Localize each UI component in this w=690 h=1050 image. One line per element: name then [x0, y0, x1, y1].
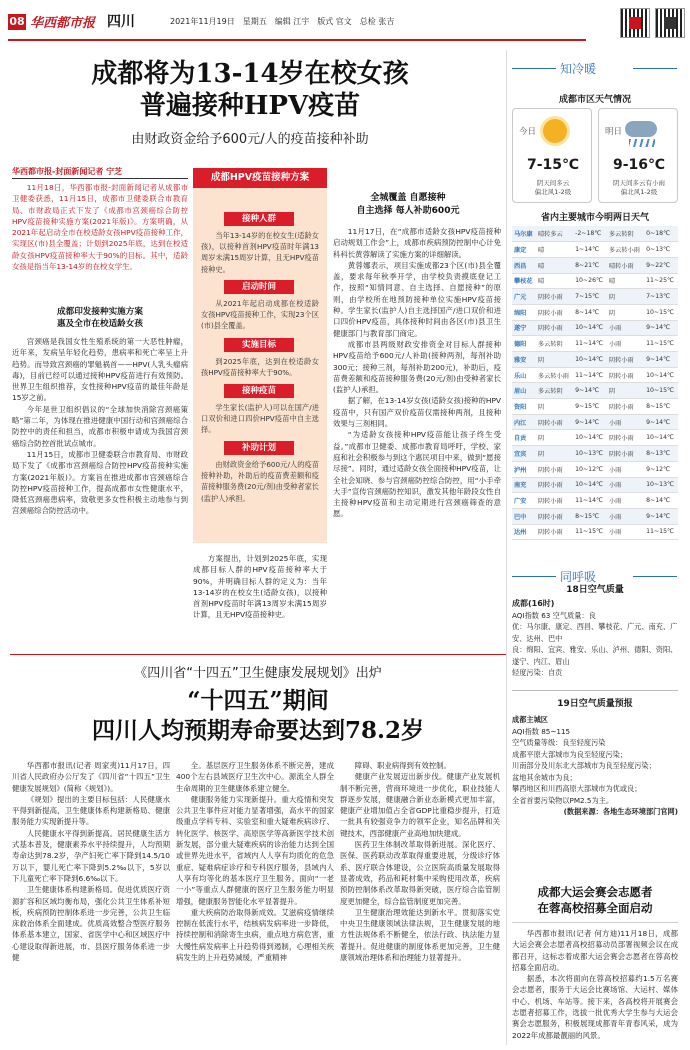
table-cell: 阴转小雨 — [607, 352, 644, 368]
air-quality-title: 18日空气质量 — [566, 585, 624, 595]
newspaper-brand: 华西都市报 — [30, 16, 96, 31]
province-weather-table — [512, 226, 678, 540]
page-number: 08 — [9, 15, 25, 28]
weather-day-label: 今日 — [519, 127, 537, 137]
table-cell: 阴 — [607, 304, 644, 320]
table-cell: 晴 — [536, 273, 573, 289]
main-headline: 成都将为13-14岁在校女孩 普遍接种HPV疫苗 — [91, 59, 409, 121]
divider — [512, 690, 678, 691]
table-cell: 晴 — [536, 242, 573, 258]
table-cell: 阴转小雨 — [607, 430, 644, 446]
banner-rule — [512, 576, 556, 577]
table-cell: 小雨 — [607, 508, 644, 524]
weather-description: 阴天间多云有小雨 偏北风1-2级 — [613, 179, 665, 196]
plan-text: 从2021年起启动成都在校适龄女孩HPV疫苗接种工作，实现23个区(市)县全覆盖。 — [201, 299, 319, 331]
table-cell: 内江 — [512, 414, 536, 430]
issue-meta: 2021年11月19日 星期五 编辑 江宇 版式 官文 总检 张吉 — [170, 17, 395, 26]
table-row — [512, 289, 678, 305]
table-cell: 8~15℃ — [573, 508, 607, 524]
province-weather-title: 省内主要城市今明两日天气 — [540, 213, 649, 223]
table-row — [512, 508, 678, 524]
article-headline: “十四五”期间 四川人均预期寿命要达到78.2岁 — [91, 687, 425, 744]
table-cell: 9~14℃ — [573, 414, 607, 430]
table-row — [512, 320, 678, 336]
table-row — [512, 430, 678, 446]
plan-tag: 补助计划 — [224, 441, 294, 455]
table-cell: 9~14℃ — [644, 352, 678, 368]
table-cell: 小雨 — [607, 320, 644, 336]
table-cell: 9~15℃ — [573, 399, 607, 415]
table-row — [512, 383, 678, 399]
table-cell: 多云转阴 — [536, 383, 573, 399]
table-cell: 阴转小雨 — [607, 446, 644, 462]
table-cell: 广安 — [512, 493, 536, 509]
table-cell: 小雨 — [607, 461, 644, 477]
plan-text: 到2025年底，达到在校适龄女孩HPV疫苗接种率大于90%。 — [201, 357, 319, 378]
main-subtitle: 由财政资金给予600元/人的疫苗接种补助 — [131, 132, 369, 147]
table-cell: 多云转阴 — [536, 336, 573, 352]
weather-temperature: 7-15℃ — [527, 157, 579, 173]
section-heading: 全城覆盖 自愿接种 自主选择 每人补助600元 — [356, 193, 460, 216]
table-cell: 11~14℃ — [573, 367, 607, 383]
table-cell: 9~14℃ — [573, 383, 607, 399]
article-column: 华西都市报讯(记者 周家夷)11月17日，四川省人民政府办公厅发了《四川省“十四五”卫生健康发展规划》(简称《规划》)。 《规划》提出的主要目标包括：人民健康水平得到新提高，卫生健康体系构建新格局、健康服务能力实现新提升等。 人民健康水平得到新提高。居民健康生活方式基本普及，健康素养水平持续提升，人均预期寿命达到78.2岁，孕产妇死亡率下降到14.5/10万以下，婴儿死亡率下降到5.2‰以下，5岁以下儿童死亡率下降到6.6‰以下。 卫生健康体系构建新格局。促进优质医疗资源扩容和区域均衡布局，强化公共卫生体系补短板，疾病预防控制体系进一步完善，公共卫生临床救治体系全面建成。优质高效整合型医疗服务体系基本建立，国家、省医学中心和区域医疗中心建设取得新进展，市、县医疗服务体系进一步健 — [12, 761, 170, 963]
table-row — [512, 414, 678, 430]
table-cell: 11~15℃ — [644, 336, 678, 352]
table-cell: 晴 — [607, 273, 644, 289]
table-cell: 雅安 — [512, 352, 536, 368]
table-cell: 8~13℃ — [644, 446, 678, 462]
table-cell: 德阳 — [512, 336, 536, 352]
table-cell: 10~15℃ — [644, 304, 678, 320]
table-cell: 康定 — [512, 242, 536, 258]
table-cell: 阴转小雨 — [607, 367, 644, 383]
rain-icon — [629, 139, 655, 147]
plan-infobox — [193, 168, 327, 543]
table-cell: 小雨 — [607, 414, 644, 430]
table-cell: 马尔康 — [512, 226, 536, 242]
air-banner: 同呼吸 — [560, 570, 597, 584]
table-cell: 西昌 — [512, 257, 536, 273]
table-cell: 小雨 — [607, 493, 644, 509]
byline: 华西都市报-封面新闻记者 宁芝 — [12, 167, 123, 176]
article-column: 11月17日，在“成都市适龄女孩HPV疫苗接种启动规划工作会”上，成都市疾病预防控制中心计免科科长黄蓉解读了实施方案的详细解读。 黄蓉娜表示，项目实施成都23个区(市)县全覆盖，要求每年秋季开学，由学校负责摸底登记工作，按照“知情同意、自主选择、自愿接种”的原则，由学校所在地预防接种单位实施HPV疫苗接种。学生家长(监护人)自主选择国产/进口双价和进口四价HPV疫苗，具体接种时间由各区(市)县卫生健康部门与教育部门商定。 成都市县两级财政安排资金对目标人群接种HPV疫苗给予600元/人补助(接种两剂，每剂补助300元；接种三剂，每剂补助200元)，补助后，疫苗费差额和疫苗接种服务费(20元/剂)由受种者家长(监护人)承担。 据了解，在13-14岁女孩(适龄女孩)接种的HPV疫苗中，只有国产双价疫苗仅需接种两剂，且接种效果与三剂相同。 “为适龄女孩接种HPV疫苗能让孩子终生受益。”成都市卫健委、成都市教育局呼吁，学校、家庭和社会积极参与到这个惠民项目中来，做到“愿接尽接”。同时，通过适龄女孩全面接种HPV疫苗，让全社会知晓、参与宫颈癌防控综合防控，用“小手牵大手”宣传宫颈癌防控知识，激发其他年龄段女性自主接种HPV疫苗和主动定期进行宫颈癌筛查的意愿。 — [333, 227, 501, 519]
qr-code-icon — [655, 8, 685, 38]
column-divider — [506, 50, 507, 1045]
lead-paragraph: 11月18日，华西都市报-封面新闻记者从成都市卫健委获悉，11月15日，成都市卫健委联合市教育局、市财政局正式下发了《成都市宫颈癌综合防控HPV疫苗接种实施方案(2021年版)》。方案明确，从2021年起启动全市在校适龄女孩HPV疫苗接种工作，实现区(市)县全覆盖；计划到2025年底，达到在校适龄女孩HPV疫苗接种率大于90%的目标。其中，适龄女孩是指当年13-14岁的在校女学生。 — [12, 183, 188, 272]
page-header — [0, 0, 690, 44]
article-divider — [10, 654, 506, 655]
table-cell: 晴转多云 — [536, 226, 573, 242]
table-cell: 攀枝花 — [512, 273, 536, 289]
table-cell: 资阳 — [512, 399, 536, 415]
section-heading: 成都印发接种实施方案 惠及全市在校适龄女孩 — [57, 307, 143, 329]
table-cell: 10~14℃ — [573, 430, 607, 446]
rain-cloud-icon — [625, 121, 657, 137]
weather-today-card — [512, 108, 592, 203]
article-column: 全。基层医疗卫生服务体系不断完善，建成400个左右县域医疗卫生次中心。源流全人群全生命周期的卫生健康体系建立健全。 健康服务能力实现新提升。重大疫情和突发公共卫生事件应对能力显著增强，高水平的国家级重点学科专科、实验室和重大疑难疾病诊疗、转化医学、核医学、高原医学等高新医学技术创新发展，部分重大疑难疾病的诊治能力达到全国或世界先进水平，省域内人人享有均质化的危急重症、疑难病症诊疗和专科医疗服务，县域内人人享有均等化的基本医疗卫生服务。面向“一老一小”等重点人群健康的医疗卫生服务能力明显增强，健康服务智能化水平显著提升。 重大疾病防治取得新成效。艾滋病疫情继续控制在低流行水平，结核病发病率进一步降低，持续控制和消除寄生虫病，重点地方病危害，重大慢性病发病率上升趋势得到遏制，心理相关疾病发生的上升趋势减缓，严重精神 — [176, 761, 334, 963]
weather-title: 成都市区天气情况 — [558, 95, 631, 105]
weather-day-label: 明日 — [605, 127, 623, 137]
plan-text: 学生家长(监护人)可以在国产/进口双价和进口四价HPV疫苗中自主选择。 — [201, 403, 319, 435]
article-column: 方案提出，计划到2025年底，实现成都目标人群的HPV疫苗接种率大于90%，并明确目标人群的定义为：当年13-14岁的在校女生(适龄女孩)，以接种首剂HPV疫苗时年满13周岁未满15周岁计算，且无HPV疫苗接种史。 — [193, 554, 327, 620]
table-cell: 10~14℃ — [644, 367, 678, 383]
weather-tomorrow-card — [598, 108, 678, 203]
plan-title: 成都HPV疫苗接种方案 — [193, 168, 327, 188]
plan-tag: 启动时间 — [224, 280, 294, 294]
table-cell: 10~14℃ — [573, 352, 607, 368]
plan-text: 由财政资金给予600元/人的疫苗接种补助，补助后的疫苗费差额和疫苗接种服务费(20元/剂)由受种者家长(监护人)承担。 — [201, 460, 319, 503]
table-cell: 11~15℃ — [573, 524, 607, 540]
table-cell: 0~18℃ — [644, 226, 678, 242]
article-headline: 成都大运会赛会志愿者 在蓉高校招募全面启动 — [537, 885, 653, 915]
table-cell: 阴转小雨 — [536, 414, 573, 430]
table-row — [512, 524, 678, 540]
article-kicker: 《四川省“十四五”卫生健康发展规划》出炉 — [134, 666, 382, 681]
article-column: 华西都市报讯(记者 何方迪)11月18日，成都大运会赛会志愿者高校招募动员部署视频会议在成都召开，这标志着成都大运会赛会志愿者在蓉高校招募全面启动。 据悉，本次将面向在蓉高校招募约1.5万名赛会志愿者，服务于大运会比赛场馆、大运村、媒体中心、机场、车站等。接下来，各高校将开展赛会志愿者招募工作，选拔一批优秀大学生参与大运会赛会志愿服务，积极展现成都青年青春风采，成为2022年成都最靓丽的风景。 — [512, 929, 678, 1040]
weather-banner: 知冷暖 — [560, 62, 597, 76]
table-cell: 10~14℃ — [644, 430, 678, 446]
table-cell: 阴 — [536, 399, 573, 415]
table-cell: 9~14℃ — [644, 414, 678, 430]
article-column: 宫颈癌是我国女性生殖系统的第一大恶性肿瘤，近年来，发病呈年轻化趋势，患病率和死亡率呈上升趋势。而导致宫颈癌的罪魁祸首——HPV(人乳头瘤病毒)，目前已经可以通过接种HPV疫苗进行有效预防。世界卫生组织推荐，女性接种HPV疫苗的最佳年龄是15岁之前。 今年是世卫组织倡议的“全球加快消除宫颈癌策略”第二年，为体现在推进健康中国行动和宫颈癌综合防控中的责任和担当，成都市积极申请成为我国宫颈癌综合防控首批试点城市。 11月15日，成都市卫健委联合市教育局、市财政局下发了《成都市宫颈癌综合防控HPV疫苗接种实施方案(2021年版)》。方案旨在推进成都市宫颈癌综合防控HPV疫苗接种工作，提高成都市女性健康水平，降低宫颈癌患病率，致敬更多女性积极主动地参与到宫颈癌综合防控活动中。 — [12, 337, 188, 516]
plan-text: 当年13-14岁的在校女生(适龄女孩)，以接种首剂HPV疫苗时年满13周岁未满15周岁计算，且无HPV疫苗接种史。 — [201, 231, 319, 274]
table-cell: 7~15℃ — [573, 289, 607, 305]
qr-code-icon — [620, 8, 650, 38]
table-row — [512, 273, 678, 289]
plan-tag: 接种疫苗 — [224, 384, 294, 398]
banner-rule — [633, 576, 677, 577]
weather-temperature: 9-16℃ — [613, 157, 665, 173]
table-row — [512, 446, 678, 462]
table-cell: 阴 — [607, 383, 644, 399]
table-cell: 1~14℃ — [573, 242, 607, 258]
table-row — [512, 461, 678, 477]
sun-icon — [543, 119, 567, 143]
table-cell: 南充 — [512, 477, 536, 493]
table-cell: 小雨 — [607, 524, 644, 540]
table-cell: 10~13℃ — [644, 477, 678, 493]
table-cell: 多云转小雨 — [536, 367, 573, 383]
table-cell: 10~15℃ — [644, 383, 678, 399]
table-cell: 阴转小雨 — [536, 304, 573, 320]
table-row — [512, 352, 678, 368]
article-column: 障碍、职业病得到有效控制。 健康产业发展迈出新步伐。健康产业发展机制不断完善，营商环境进一步优化，职业技能人群逐步发展，健康融合新业态新模式更加丰富，健康产业增加值占全省GDP比重稳步提升，打造一批具有较强竞争力的领军企业，知名品牌和关键技术，西部健康产业高地加快建成。 医药卫生体制改革取得新进展。深化医疗、医保、医药联动改革取得重要进展，分级诊疗体系、医疗联合体建设，公立医院高质量发展取得显著成效，药品和耗材集中采购使用改革，疾病预防控制体系改革取得新突破，医疗综合监管制度更加健全，综合监管制度更加完善。 卫生健康治理效能达到新水平。贯彻落实党中央卫生健康领域法律法规，卫生健康发展的地方性法规体系不断健全，依法行政、执法能力显著提升。促进健康的制度体系更加完善，卫生健康领域治理体系和治理能力显著提升。 — [340, 761, 500, 963]
table-cell: 宜宾 — [512, 446, 536, 462]
table-cell: 8~15℃ — [644, 399, 678, 415]
table-cell: 11~14℃ — [573, 336, 607, 352]
table-cell: 11~14℃ — [573, 493, 607, 509]
table-row — [512, 336, 678, 352]
table-cell: 自贡 — [512, 430, 536, 446]
plan-tag: 实施目标 — [224, 338, 294, 352]
table-cell: 10~13℃ — [573, 446, 607, 462]
table-cell: 阴 — [607, 289, 644, 305]
table-cell: 阴转小雨 — [536, 524, 573, 540]
table-cell: 达州 — [512, 524, 536, 540]
table-cell: 晴转小雨 — [607, 257, 644, 273]
table-cell: 9~14℃ — [644, 508, 678, 524]
table-cell: 阴转小雨 — [536, 289, 573, 305]
table-cell: 10~12℃ — [573, 461, 607, 477]
table-cell: 阴转小雨 — [536, 508, 573, 524]
table-cell: 0~13℃ — [644, 242, 678, 258]
table-row — [512, 242, 678, 258]
table-cell: 乐山 — [512, 367, 536, 383]
table-cell: 阴转小雨 — [607, 399, 644, 415]
table-cell: 阴转小雨 — [536, 461, 573, 477]
table-row — [512, 304, 678, 320]
table-cell: 9~12℃ — [644, 461, 678, 477]
table-cell: 遂宁 — [512, 320, 536, 336]
banner-rule — [633, 68, 677, 69]
table-cell: 广元 — [512, 289, 536, 305]
table-row — [512, 493, 678, 509]
table-cell: 阴 — [536, 352, 573, 368]
weather-description: 阴天间多云 偏北风1-2级 — [534, 179, 572, 196]
table-cell: 小雨 — [607, 477, 644, 493]
table-cell: 10~14℃ — [573, 477, 607, 493]
air-quality-forecast-title: 19日空气质量预报 — [557, 699, 633, 709]
table-cell: 阴转小雨 — [536, 477, 573, 493]
divider — [512, 922, 678, 923]
byline-rule — [12, 178, 188, 179]
table-row — [512, 399, 678, 415]
table-cell: 晴 — [536, 257, 573, 273]
table-cell: 8~14℃ — [573, 304, 607, 320]
air-quality-today: 成都(16时) AQI指数 63 空气质量：良 优：马尔康、康定、西昌、攀枝花、广元、南充、广安、达州、巴中 良：绵阳、宜宾、雅安、乐山、泸州、德阳、资阳、遂宁、内江、眉山 轻度污染：自贡 — [512, 599, 678, 677]
table-cell: 多云转小雨 — [607, 242, 644, 258]
table-cell: 11~15℃ — [644, 524, 678, 540]
table-cell: 9~14℃ — [644, 320, 678, 336]
section-name: 四川 — [107, 14, 135, 30]
banner-rule — [512, 68, 556, 69]
table-cell: 10~26℃ — [573, 273, 607, 289]
table-cell: 9~22℃ — [644, 257, 678, 273]
header-rule — [8, 39, 586, 41]
air-quality-forecast: 成都主城区 AQI指数 85~115 空气质量等级：良至轻度污染 成都平原大部城市为良至轻度污染； 川南部分及川东北大部城市为良至轻度污染； 盆地其余城市为良； 攀西地区和川西高原大部城市为优或良； 全省首要污染物以PM2.5为主。 (数据来源：各地生态环境部门官网) — [512, 715, 678, 816]
table-cell: 8~14℃ — [644, 493, 678, 509]
table-cell: 绵阳 — [512, 304, 536, 320]
table-cell: 巴中 — [512, 508, 536, 524]
table-cell: 阴 — [536, 446, 573, 462]
table-cell: 阴转小雨 — [536, 493, 573, 509]
table-cell: 7~13℃ — [644, 289, 678, 305]
table-cell: 8~21℃ — [573, 257, 607, 273]
table-cell: 眉山 — [512, 383, 536, 399]
table-cell: 阴 — [536, 430, 573, 446]
table-cell: 10~14℃ — [573, 320, 607, 336]
plan-tag: 接种人群 — [224, 212, 294, 226]
table-row — [512, 226, 678, 242]
table-cell: 11~25℃ — [644, 273, 678, 289]
table-cell: 泸州 — [512, 461, 536, 477]
table-cell: 小雨 — [607, 336, 644, 352]
table-cell: 多云转阴 — [607, 226, 644, 242]
table-cell: -2~18℃ — [573, 226, 607, 242]
table-row — [512, 477, 678, 493]
table-row — [512, 367, 678, 383]
table-cell: 阴转小雨 — [536, 320, 573, 336]
table-row — [512, 257, 678, 273]
